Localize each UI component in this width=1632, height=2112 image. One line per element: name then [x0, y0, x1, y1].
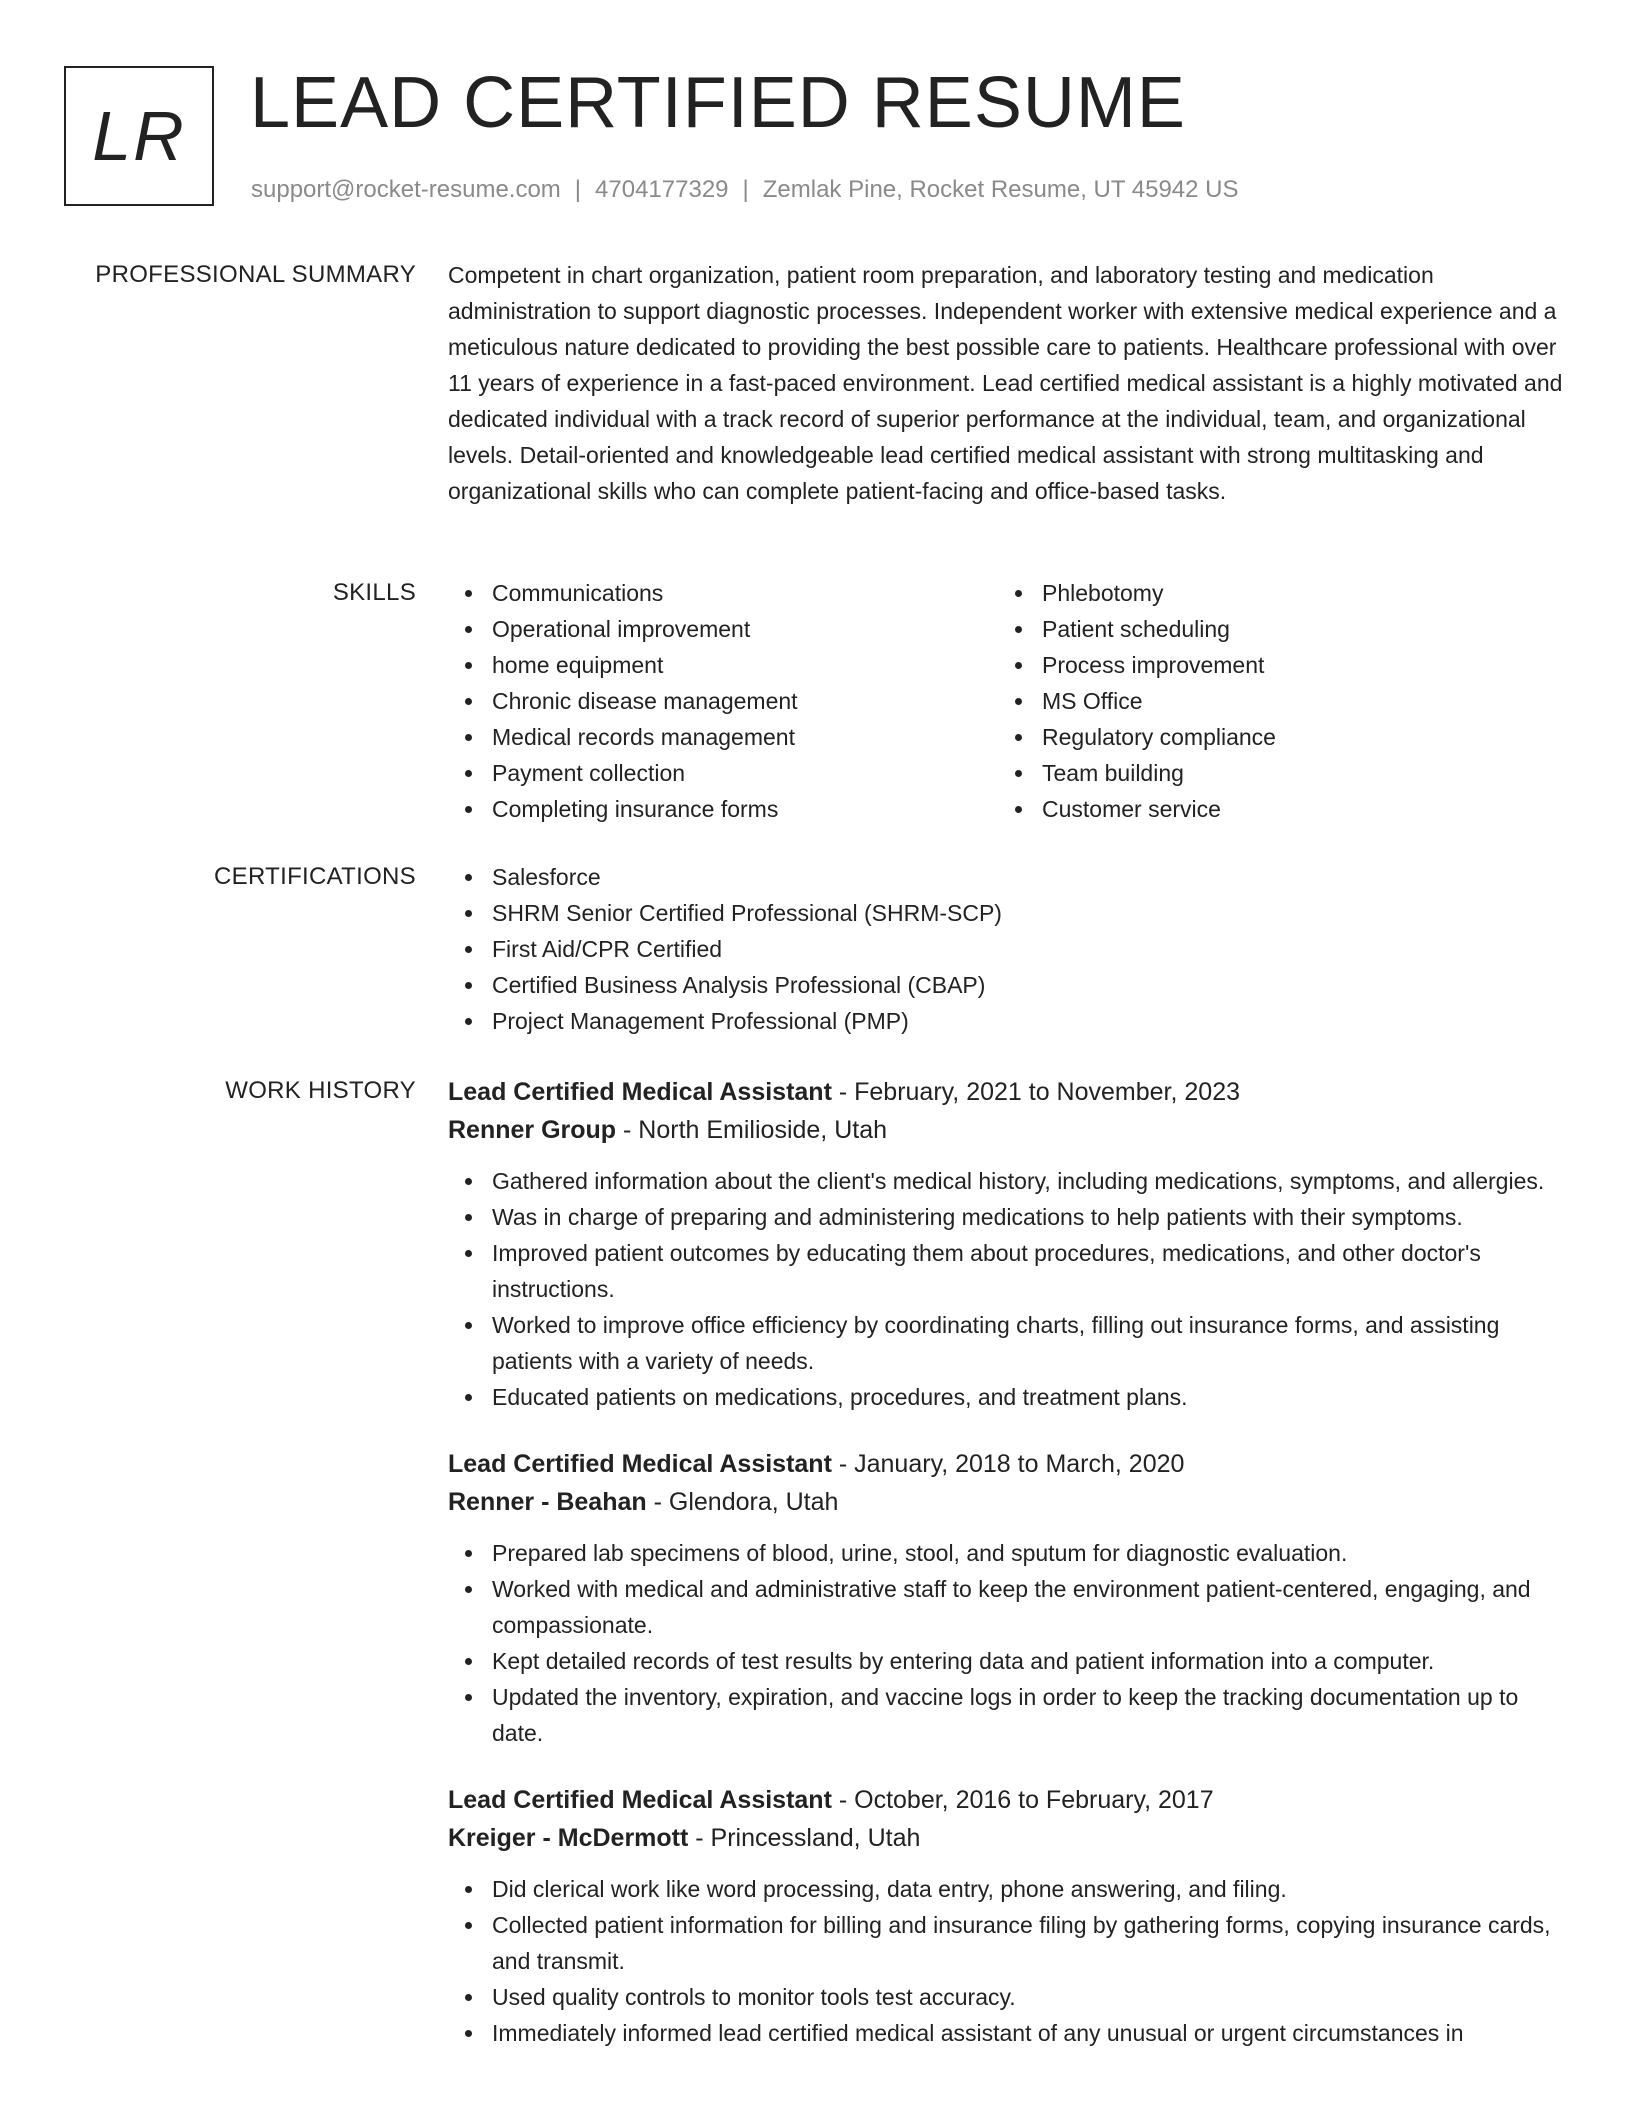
job-duty-item: Prepared lab specimens of blood, urine, stool, and sputum for diagnostic evaluation. — [448, 1535, 1566, 1571]
skill-item: Chronic disease management — [448, 683, 998, 719]
contact-separator: | — [742, 176, 749, 203]
certification-item: First Aid/CPR Certified — [448, 931, 1566, 967]
job-duty-item: Was in charge of preparing and administering medications to help patients with their symptoms. — [448, 1199, 1566, 1235]
job-duties-list — [448, 1535, 1566, 1751]
skill-item: Customer service — [998, 791, 1548, 827]
summary-body — [448, 257, 1566, 509]
job-duty-item: Kept detailed records of test results by entering data and patient information into a computer. — [448, 1643, 1566, 1679]
job-location: - North Emilioside, Utah — [616, 1116, 888, 1144]
certifications-list — [448, 859, 1566, 1039]
job-duties-list — [448, 1871, 1566, 2051]
job-location: - Princessland, Utah — [688, 1824, 921, 1852]
job-entry — [448, 1073, 1566, 1415]
contact-line — [251, 174, 1239, 206]
resume-title: LEAD CERTIFIED RESUME — [250, 63, 1186, 143]
job-company-line — [448, 1483, 1566, 1521]
certification-item: Salesforce — [448, 859, 1566, 895]
job-duty-item: Used quality controls to monitor tools test accuracy. — [448, 1979, 1566, 2015]
job-company-line — [448, 1819, 1566, 1857]
job-dates: - October, 2016 to February, 2017 — [831, 1786, 1214, 1814]
job-title: Lead Certified Medical Assistant — [448, 1078, 832, 1106]
skill-item: Medical records management — [448, 719, 998, 755]
summary-text: Competent in chart organization, patient room preparation, and laboratory testing and medication administration to support diagnostic processes. Independent worker with extensive medical experience and a meticulous nature dedicated to providing the best possible care to patients. Healthcare professional with over 11 years of experience in a fast-paced environment. Lead certified medical assistant is a highly motivated and dedicated individual with a track record of superior performance at the individual, team, and organizational levels. Detail-oriented and knowledgeable lead certified medical assistant with strong multitasking and organizational skills who can complete patient-facing and office-based tasks. — [448, 262, 1563, 504]
skill-item: Regulatory compliance — [998, 719, 1548, 755]
job-duties-list — [448, 1163, 1566, 1415]
job-duty-item: Worked to improve office efficiency by coordinating charts, filling out insurance forms, and assisting patients with a variety of needs. — [448, 1307, 1566, 1379]
skill-item: Operational improvement — [448, 611, 998, 647]
skills-columns — [448, 575, 1566, 827]
job-company: Renner - Beahan — [448, 1488, 647, 1516]
job-location: - Glendora, Utah — [646, 1488, 839, 1516]
contact-separator: | — [574, 176, 582, 203]
skill-item: Phlebotomy — [998, 575, 1548, 611]
job-duty-item: Gathered information about the client's medical history, including medications, symptoms, and allergies. — [448, 1163, 1566, 1199]
skill-item: home equipment — [448, 647, 998, 683]
job-duty-item: Worked with medical and administrative staff to keep the environment patient-centered, engaging, and compassionate. — [448, 1571, 1566, 1643]
job-dates: - January, 2018 to March, 2020 — [831, 1450, 1185, 1478]
certifications-body — [448, 859, 1566, 1039]
contact-email: support@rocket-resume.com — [251, 176, 561, 203]
contact-address: Zemlak Pine, Rocket Resume, UT 45942 US — [762, 176, 1239, 203]
skill-item: Payment collection — [448, 755, 998, 791]
skills-list-left — [448, 575, 998, 827]
skills-heading: SKILLS — [332, 579, 416, 606]
job-company: Kreiger - McDermott — [448, 1824, 689, 1852]
monogram-logo: LR — [64, 66, 214, 206]
skills-body — [448, 575, 1566, 827]
work-history-body — [448, 1073, 1566, 2081]
job-duty-item: Did clerical work like word processing, data entry, phone answering, and filing. — [448, 1871, 1566, 1907]
certifications-heading: CERTIFICATIONS — [214, 863, 416, 890]
job-title-line — [448, 1073, 1566, 1111]
skill-item: Completing insurance forms — [448, 791, 998, 827]
job-entry — [448, 1445, 1566, 1751]
contact-phone: 4704177329 — [595, 176, 729, 203]
skill-item: Process improvement — [998, 647, 1548, 683]
job-duty-item: Collected patient information for billing and insurance filing by gathering forms, copying insurance cards, and transmit. — [448, 1907, 1566, 1979]
certification-item: Project Management Professional (PMP) — [448, 1003, 1566, 1039]
job-duty-item: Improved patient outcomes by educating them about procedures, medications, and other doctor's instructions. — [448, 1235, 1566, 1307]
job-duty-item: Updated the inventory, expiration, and vaccine logs in order to keep the tracking documentation up to date. — [448, 1679, 1566, 1751]
job-dates: - February, 2021 to November, 2023 — [831, 1078, 1240, 1106]
job-company: Renner Group — [448, 1116, 617, 1144]
job-duty-item: Immediately informed lead certified medical assistant of any unusual or urgent circumstances in — [448, 2015, 1566, 2051]
certification-item: Certified Business Analysis Professional (CBAP) — [448, 967, 1566, 1003]
work-history-heading: WORK HISTORY — [225, 1077, 416, 1104]
job-title: Lead Certified Medical Assistant — [448, 1786, 832, 1814]
job-title: Lead Certified Medical Assistant — [448, 1450, 832, 1478]
certification-item: SHRM Senior Certified Professional (SHRM-SCP) — [448, 895, 1566, 931]
job-title-line — [448, 1781, 1566, 1819]
job-entry — [448, 1781, 1566, 2051]
job-duty-item: Educated patients on medications, procedures, and treatment plans. — [448, 1379, 1566, 1415]
skill-item: Patient scheduling — [998, 611, 1548, 647]
job-company-line — [448, 1111, 1566, 1149]
summary-heading: PROFESSIONAL SUMMARY — [95, 261, 416, 288]
skill-item: Communications — [448, 575, 998, 611]
job-title-line — [448, 1445, 1566, 1483]
skills-list-right — [998, 575, 1548, 827]
skill-item: MS Office — [998, 683, 1548, 719]
skill-item: Team building — [998, 755, 1548, 791]
